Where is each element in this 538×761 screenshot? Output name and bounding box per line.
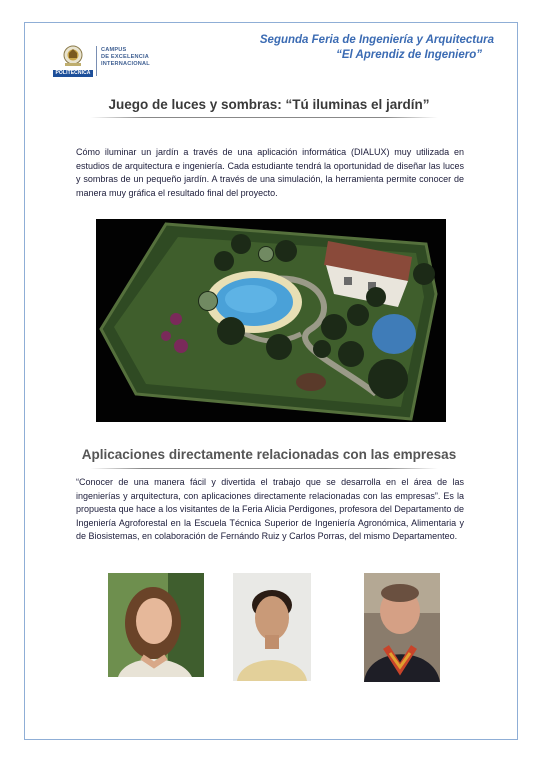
fair-title-line-2: “El Aprendiz de Ingeniero”	[336, 49, 482, 61]
section-2-paragraph: “Conocer de una manera fácil y divertida el trabajo que se desarrolla en el área de las ingenierías y arquitectura, con aplicaciones directamente relacionadas con las empresas”. Es la propuesta que hace a los visitantes de la Feria Alicia Perdigones, profesora del Departamento de Ingeniería Agroforestal en la Escuela Técnica Superior de Ingeniería Agronómica, Alimentaria y de Biosistemas, en colaboración de Fernándo Ruiz y Carlos Porras, del mismo Departamenteo.	[76, 477, 464, 542]
logo-campus-text	[101, 47, 171, 69]
upm-logo	[53, 44, 163, 78]
section-1-paragraph: Cómo iluminar un jardín a través de una aplicación informática (DIALUX) muy utilizada en estudios de arquitectura e ingeniería. Cada estudiante tendrá la oportunidad de diseñar las luces y sombras de un pequeño jardín. A través de una simulación, la herramienta permite conocer de manera muy gráfica el resultado final del proyecto.	[76, 147, 464, 198]
photo-alicia-perdigones	[108, 573, 204, 677]
fair-title-line-1: Segunda Feria de Ingeniería y Arquitectura	[259, 34, 494, 46]
garden-lighting-render	[96, 219, 446, 422]
photo-carlos-porras	[364, 573, 440, 682]
section-1-title: Juego de luces y sombras: “Tú iluminas el jardín”	[108, 97, 430, 112]
section-1-divider	[90, 117, 438, 118]
campus-line-3: INTERNACIONAL	[101, 61, 150, 68]
logo-divider	[96, 46, 97, 76]
campus-line-1: CAMPUS	[101, 47, 127, 53]
campus-line-2: DE EXCELENCIA	[101, 54, 149, 61]
photo-fernando-ruiz	[233, 573, 311, 681]
section-2-title: Aplicaciones directamente relacionadas con las empresas	[81, 447, 457, 462]
logo-name: POLITÉCNICA	[53, 70, 93, 77]
fair-title	[234, 33, 494, 63]
section-2-divider	[90, 468, 438, 469]
